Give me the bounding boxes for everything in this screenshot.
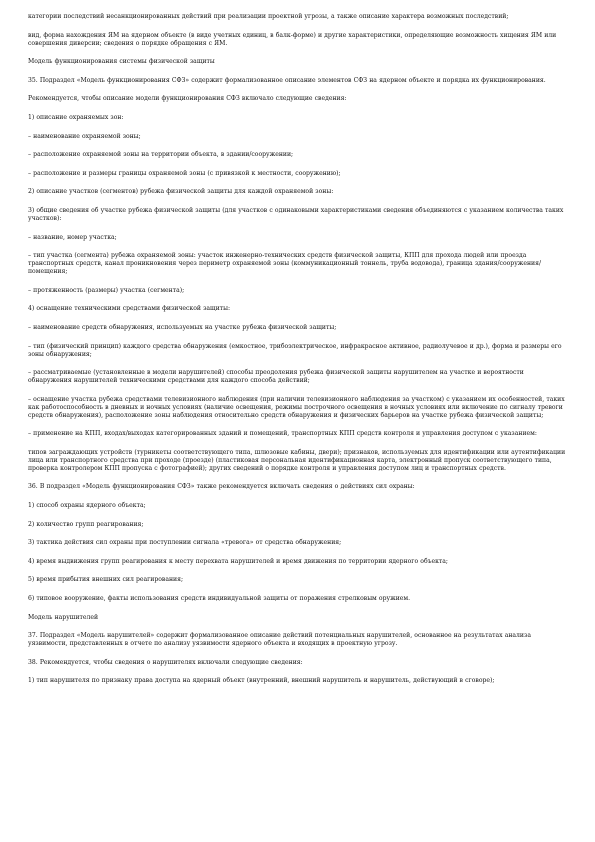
section-heading-pps-model: Модель функционирования системы физической защиты — [28, 58, 215, 66]
list-item-segment-name: – название, номер участка; — [28, 233, 117, 241]
paragraph-35: 35. Подраздел «Модель функционирования СФЗ» содержит формализованное описание элементов СФЗ на ядерном объекте и порядка их функционирования. — [28, 76, 546, 84]
paragraph-barrier-devices: типов заграждающих устройств (турникеты соответствующего типа, шлюзовые кабины, двери); признаков, используемых для идентификации или аутентификации лица или транспортного средства при проходе (проезде) (пластиковая персональная идентификационная карта, электронный пропуск соответствующего типа, проверка контролером КПП пропуска с фотографией); других сведений о порядке контроля и управления доступом лиц и транспортных средств. — [28, 448, 566, 472]
list-item-cctv: – оснащение участка рубежа средствами телевизионного наблюдения (при наличии телевизионного наблюдения за участком) с указанием их особенностей, таких как работоспособность в дневных и ночных условиях (наличие освещения, режимы построчного освещения в ночных условиях или включение по сигналу тревоги средств обнаружения), расположение зоны наблюдения относительно средств обнаружения и физических барьеров на участке рубежа физической защиты; — [28, 395, 565, 419]
paragraph-36: 36. В подраздел «Модель функционирования СФЗ» также рекомендуется включать сведения о действиях сил охраны: — [28, 483, 415, 491]
list-item-response-groups: 2) количество групп реагирования; — [28, 520, 144, 528]
list-item-external-forces: 5) время прибытия внешних сил реагирования; — [28, 576, 183, 584]
list-item-segment-type: – тип участка (сегмента) рубежа охраняемой зоны: участок инженерно-технических средств физической защиты, КПП для прохода людей или проезда транспортных средств, канал проникновения через периметр охраняемой зоны (коммуникационный тоннель, труба водовода), граница здания/сооружения/помещения; — [28, 252, 542, 276]
list-item-guard-method: 1) способ охраны ядерного объекта; — [28, 502, 146, 510]
list-item-general-info: 3) общие сведения об участке рубежа физической защиты (для участков с одинаковыми характеристиками сведения объединяются с указанием количества таких участков): — [28, 206, 564, 222]
list-item-protected-zones: 1) описание охраняемых зон: — [28, 113, 124, 121]
list-item-zone-location: – расположение охраняемой зоны на территории объекта, в здании/сооружении; — [28, 151, 294, 159]
list-item-adversary-type: 1) тип нарушителя по признаку права доступа на ядерный объект (внутренний, внешний нарушитель и нарушитель, действующий в сговоре); — [28, 677, 495, 685]
document-page — [28, 13, 568, 696]
list-item-deployment-time: 4) время выдвижения групп реагирования к месту перехвата нарушителей и время движения по территории ядерного объекта; — [28, 557, 448, 565]
list-item-breach-methods: – рассматриваемые (установленные в модели нарушителей) способы преодоления рубежа физической защиты нарушителем на участке и вероятности обнаружения нарушителей техническими средствами для каждого способа действий; — [28, 369, 524, 385]
list-item-zone-boundary: – расположение и размеры границы охраняемой зоны (с привязкой к местности, сооружению); — [28, 169, 341, 177]
list-item-alarm-tactics: 3) тактика действия сил охраны при поступлении сигнала «тревога» от средства обнаружения; — [28, 539, 342, 547]
paragraph-recommendation: Рекомендуется, чтобы описание модели функционирования СФЗ включало следующие сведения: — [28, 95, 347, 103]
list-item-zone-name: – наименование охраняемой зоны; — [28, 132, 141, 140]
list-item-segment-length: – протяженность (размеры) участка (сегмента); — [28, 286, 185, 294]
paragraph-37: 37. Подраздел «Модель нарушителей» содержит формализованное описание действий потенциальных нарушителей, основанное на результатах анализа уязвимости, представленных в отчете по анализу уязвимости ядерного объекта и входящих в проектную угрозу. — [28, 632, 531, 648]
list-item-access-control: – применение на КПП, входах/выходах категорированных зданий и помещений, транспортных КПП средств контроля и управления доступом с указанием: — [28, 430, 537, 438]
list-item-technical-equipment: 4) оснащение техническими средствами физической защиты: — [28, 305, 231, 313]
section-heading-adversary-model: Модель нарушителей — [28, 613, 99, 621]
list-item-weapons: 6) типовое вооружение, факты использования средств индивидуальной защиты от поражения стрелковым оружием. — [28, 595, 411, 603]
list-item-detection-type: – тип (физический принцип) каждого средства обнаружения (емкостное, трибоэлектрическое, инфракрасное активное, радиолучевое и др.), форма и размеры его зоны обнаружения; — [28, 342, 562, 358]
list-item-detection-means: – наименование средств обнаружения, используемых на участке рубежа физической защиты; — [28, 323, 337, 331]
paragraph-consequences: категории последствий несанкционированных действий при реализации проектной угрозы, а также описание характера возможных последствий; — [28, 13, 509, 20]
list-item-segments: 2) описание участков (сегментов) рубежа физической защиты для каждой охраняемой зоны: — [28, 188, 334, 196]
paragraph-nuclear-material-form: вид, форма нахождения ЯМ на ядерном объекте (в виде учетных единиц, в балк-форме) и другие характеристики, определяющие возможность хищения ЯМ или совершения диверсии; сведения о порядке обращения с ЯМ. — [28, 31, 557, 47]
paragraph-38: 38. Рекомендуется, чтобы сведения о нарушителях включали следующие сведения: — [28, 658, 303, 666]
